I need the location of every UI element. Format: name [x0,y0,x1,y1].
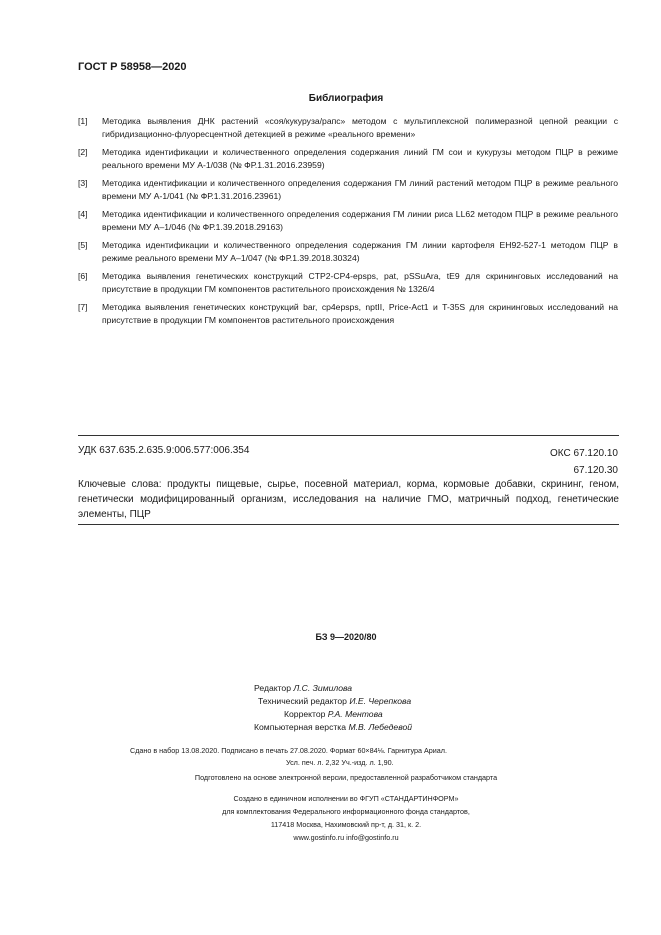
bibliography-item [78,146,618,172]
print-info-line-1: Сдано в набор 13.08.2020. Подписано в печать 27.08.2020. Формат 60×84⅛. Гарнитура Ариал. [130,746,447,755]
publisher-line-1: Создано в единичном исполнении во ФГУП «СТАНДАРТИНФОРМ» [233,794,459,803]
credit-corrector [284,708,554,721]
ref-text: Методика выявления ДНК растений «соя/кукуруза/рапс» методом с мультиплексной полимеразной цепной реакции с гибридизационно-флуоресцентной детекцией в режиме «реального времени» [102,116,618,139]
divider-top [78,435,619,436]
credit-tech-editor [258,695,554,708]
oks-code-2: 67.120.30 [573,465,618,476]
credit-name: И.Е. Черепкова [349,696,412,706]
print-info-line-2: Усл. печ. л. 2,32 Уч.-изд. л. 1,90. [286,758,394,767]
ref-text: Методика идентификации и количественного определения содержания ГМ линий растений методом ПЦР в режиме реального времени МУ А-1/041 (№ ФР.1.31.2016.23961) [102,178,618,201]
ref-number: [7] [78,302,88,312]
credit-layout [254,721,554,734]
credit-role: Компьютерная верстка [254,722,349,732]
ref-text: Методика идентификации и количественного определения содержания ГМ линии картофеля EH92-527-1 методом ПЦР в режиме реального времени МУ А–1/047 (№ ФР.1.39.2018.30324) [102,240,618,263]
ref-number: [6] [78,271,88,281]
credit-editor [254,682,554,695]
bibliography-item [78,208,618,234]
bibliography-item [78,115,618,141]
credit-role: Корректор [284,709,328,719]
credit-name: Р.А. Ментова [327,709,383,719]
ref-number: [4] [78,209,88,219]
bibliography-list [78,115,618,332]
credit-role: Редактор [254,683,294,693]
ref-text: Методика выявления генетических конструкций CTP2-CP4-epsps, pat, pSSuAra, tE9 для скрининговых исследований на присутствие в продукции ГМ компонентов растительного происхождения № 1326/4 [102,271,618,294]
bz-number: БЗ 9—2020/80 [315,632,377,642]
credits-block [254,682,554,734]
publisher-line-4: www.gostinfo.ru info@gostinfo.ru [293,833,399,842]
print-info [130,745,590,769]
keywords: Ключевые слова: продукты пищевые, сырье, посевной материал, корма, кормовые добавки, скрининг, геном, генетически модифицированный организм, исследования на наличие ГМО, матричный подход, генетические элементы, ПЦР [78,479,619,520]
ref-number: [1] [78,116,88,126]
ref-number: [2] [78,147,88,157]
prepared-note: Подготовлено на основе электронной версии, предоставленной разработчиком стандарта [194,773,498,782]
bibliography-item [78,239,618,265]
bibliography-item [78,301,618,327]
divider-bottom [78,524,619,525]
bibliography-item [78,270,618,296]
publisher-info [0,792,661,844]
document-header: ГОСТ Р 58958—2020 [78,61,187,73]
bibliography-item [78,177,618,203]
ref-number: [5] [78,240,88,250]
oks-codes [550,445,618,479]
credit-name: Л.С. Зимилова [293,683,353,693]
publisher-line-3: 117418 Москва, Нахимовский пр-т, д. 31, к. 2. [270,820,422,829]
publisher-line-2: для комплектования Федерального информационного фонда стандартов, [222,807,470,816]
ref-text: Методика выявления генетических конструкций bar, cp4epsps, nptII, Price-Act1 и T-35S для скрининговых исследований на присутствие в продукции ГМ компонентов растительного происхождения [102,302,618,325]
credit-role: Технический редактор [258,696,350,706]
oks-code-1: ОКС 67.120.10 [550,448,618,459]
udk-code: УДК 637.635.2.635.9:006.577:006.354 [78,445,250,456]
ref-text: Методика идентификации и количественного определения содержания линий ГМ сои и кукурузы методом ПЦР в режиме реального времени МУ А-1/038 (№ ФР.1.31.2016.23959) [102,147,618,170]
bibliography-title: Библиография [308,93,384,104]
credit-name: М.В. Лебедевой [348,722,413,732]
ref-text: Методика идентификации и количественного определения содержания ГМ линии риса LL62 методом ПЦР в режиме реального времени МУ А–1/046 (№ ФР.1.39.2018.29163) [102,209,618,232]
ref-number: [3] [78,178,88,188]
